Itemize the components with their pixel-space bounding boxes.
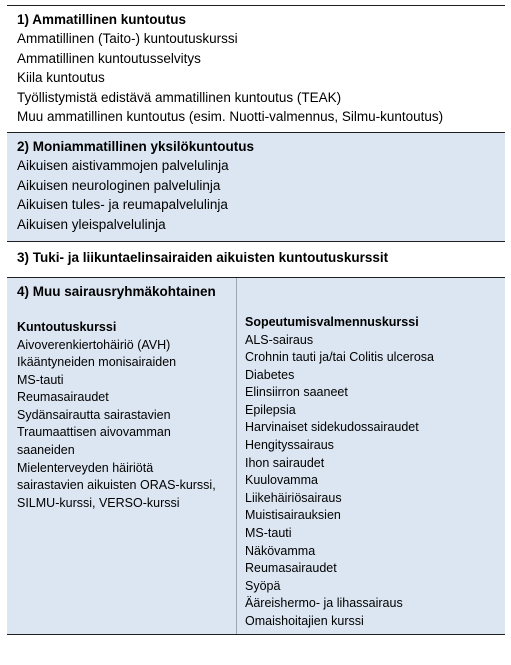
section1-item: Työllistymistä edistävä ammatillinen kuntoutus (TEAK) xyxy=(17,89,342,105)
adaptation-course-item: Hengityssairaus xyxy=(245,438,334,453)
adaptation-course-item: Näkövamma xyxy=(245,543,316,558)
section-multiprofessional-rehabilitation xyxy=(7,133,505,242)
adaptation-course-item: Reumasairaudet xyxy=(245,561,337,576)
section2-item: Aikuisen aistivammojen palvelulinja xyxy=(17,158,229,173)
rehabilitation-course-heading: Kuntoutuskurssi xyxy=(17,320,117,334)
rehabilitation-course-item: Mielenterveyden häiriötä xyxy=(17,460,154,475)
rehabilitation-course-item: saaneiden xyxy=(17,443,75,458)
section4-title: 4) Muu sairausryhmäkohtainen xyxy=(17,284,216,299)
adaptation-course-item: Diabetes xyxy=(245,367,295,382)
adaptation-course-item: Kuulovamma xyxy=(245,473,318,488)
adaptation-course-item: Crohnin tauti ja/tai Colitis ulcerosa xyxy=(245,350,434,365)
rehabilitation-course-item: Sydänsairautta sairastavien xyxy=(17,407,171,422)
section1-item: Ammatillinen (Taito-) kuntoutuskurssi xyxy=(17,31,238,46)
rehabilitation-course-item: Ikääntyneiden monisairaiden xyxy=(17,355,177,370)
section2-item: Aikuisen yleispalvelulinja xyxy=(17,216,166,232)
section1-item: Muu ammatillinen kuntoutus (esim. Nuotti-valmennus, Silmu-kuntoutus) xyxy=(17,109,444,124)
adaptation-course-item: Liikehäiriösairaus xyxy=(245,490,342,505)
adaptation-course-item: MS-tauti xyxy=(245,526,292,541)
section1-item: Ammatillinen kuntoutusselvitys xyxy=(17,50,201,66)
section1-title: 1) Ammatillinen kuntoutus xyxy=(17,12,187,27)
adaptation-course-item: Ihon sairaudet xyxy=(245,455,325,470)
section1-item: Kiila kuntoutus xyxy=(17,70,105,85)
section2-item: Aikuisen tules- ja reumapalvelulinja xyxy=(17,197,228,212)
rehabilitation-course-item: sairastavien aikuisten ORAS-kurssi, xyxy=(17,478,216,493)
adaptation-course-item: ALS-sairaus xyxy=(245,332,314,347)
adaptation-course-item: Harvinaiset sidekudossairaudet xyxy=(245,420,419,435)
rehabilitation-course-item: Aivoverenkiertohäiriö (AVH) xyxy=(17,337,171,352)
adaptation-course-item: Syöpä xyxy=(245,578,281,593)
section3-title: 3) Tuki- ja liikuntaelinsairaiden aikuisten kuntoutuskurssit xyxy=(17,250,389,265)
rehabilitation-course-item: SILMU-kurssi, VERSO-kurssi xyxy=(17,495,180,510)
adaptation-course-heading: Sopeutumisvalmennuskurssi xyxy=(245,315,419,329)
section2-item: Aikuisen neurologinen palvelulinja xyxy=(17,177,221,193)
rehabilitation-course-column xyxy=(7,278,237,634)
rehabilitation-course-item: MS-tauti xyxy=(17,372,64,387)
adaptation-course-item: Omaishoitajien kurssi xyxy=(245,614,364,628)
adaptation-course-item: Muistisairauksien xyxy=(245,508,341,523)
adaptation-course-item: Ääreishermo- ja lihassairaus xyxy=(245,596,403,611)
adaptation-course-column xyxy=(237,278,505,634)
rehabilitation-table xyxy=(7,5,505,635)
rehabilitation-course-item: Traumaattisen aivovamman xyxy=(17,425,171,440)
rehabilitation-course-item: Reumasairaudet xyxy=(17,390,109,405)
section-musculoskeletal-courses xyxy=(7,242,505,278)
section2-title: 2) Moniammatillinen yksilökuntoutus xyxy=(17,139,255,154)
section-vocational-rehabilitation xyxy=(7,5,505,133)
section-disease-group-specific xyxy=(7,278,505,635)
adaptation-course-item: Epilepsia xyxy=(245,402,296,417)
adaptation-course-item: Elinsiirron saaneet xyxy=(245,385,348,400)
